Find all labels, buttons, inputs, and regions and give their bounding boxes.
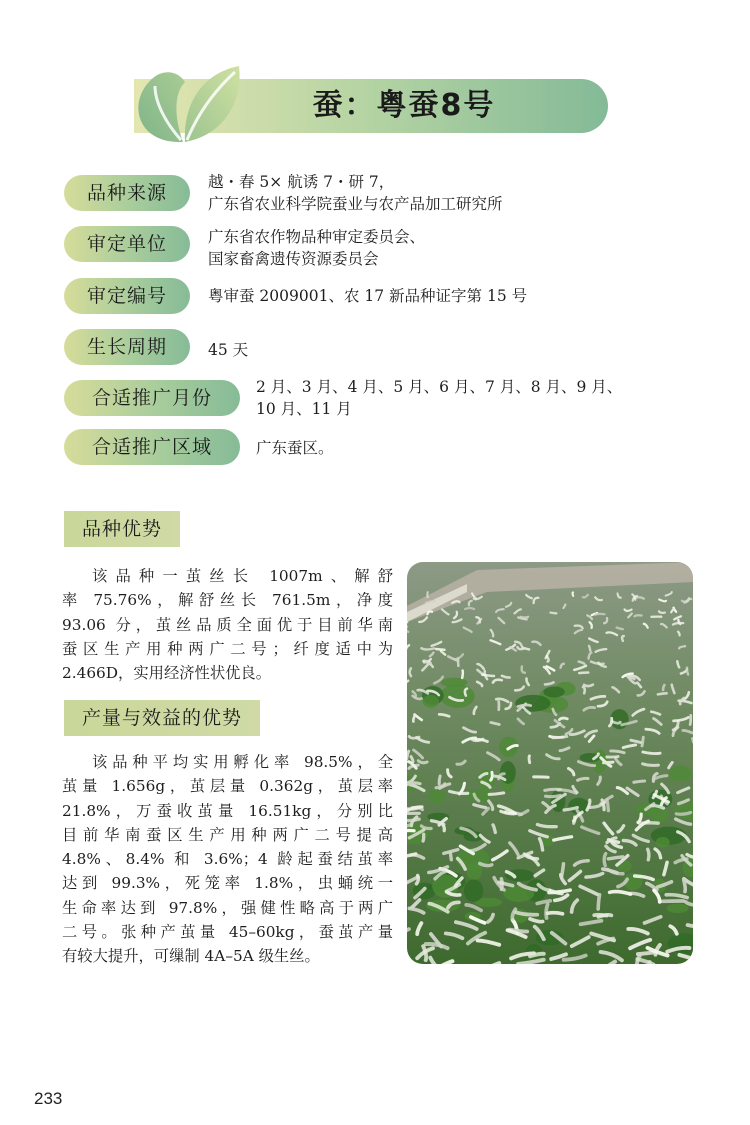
silkworm [427,592,428,597]
paragraph-yield-advantage: 该品种平均实用孵化率 98.5%，全 茧量 1.656g，茧层量 0.362g，茧层率 21.8%，万蚕收茧量 16.51kg，分别比 目前华南蚕区生产用种两广二号提高 4.8%、8.4% 和 3.6%；4 龄起蚕结茧率 达到 99.3%，死笼率 1.8%，虫蛹统一 生命率达到 97.8%，强健性略高于两广 二号。张种产茧量 45–60kg，蚕茧产量 有较大提升，可缫制 4A–5A 级生丝。 [62,753,393,966]
value-approval-unit: 广东省农作物品种审定委员会、 国家畜禽遗传资源委员会 [208,228,426,268]
label-approval-number: 审定编号 [64,278,190,314]
silkworm [608,857,623,859]
silkworm [547,913,562,914]
silkworm [684,880,685,891]
mulberry-leaf [423,695,439,708]
silkworm [482,675,494,676]
value-promotion-region: 广东蚕区。 [256,439,334,457]
silkworm [579,673,588,674]
silkworm [423,834,424,841]
silkworm [690,715,691,724]
silkworm [687,668,688,675]
silkworm [676,813,690,815]
mulberry-leaf [656,837,670,848]
silkworm [480,864,492,866]
silkworm [413,716,414,722]
silkworm [491,772,493,780]
silkworm [595,614,605,615]
label-growth-cycle: 生长周期 [64,329,190,365]
silkworm [643,752,660,754]
silkworm [417,876,419,884]
silkworm [658,693,667,694]
value-growth-cycle: 45 天 [208,341,249,359]
silkworm [607,800,608,810]
silkworm [634,781,645,782]
silkworm [529,756,530,763]
silkworm [638,953,652,955]
mulberry-leaf [440,684,475,708]
silkworm [407,831,414,832]
mulberry-leaf [464,879,483,902]
silkworm [572,592,573,596]
value-variety-source: 越・春 5× 航诱 7・研 7， 广东省农业科学院蚕业与农产品加工研究所 [208,173,503,213]
mulberry-leaf [667,904,689,913]
silkworm [598,895,599,909]
silkworm [642,737,643,746]
mulberry-leaf [428,789,445,803]
value-approval-number: 粤审蚕 2009001、农 17 新品种证字第 15 号 [208,287,528,305]
silkworm [421,648,434,649]
silkworm-photo [407,562,693,964]
label-promotion-months: 合适推广月份 [64,380,240,416]
mulberry-leaf [543,686,564,697]
paragraph-variety-advantage: 该品种一茧丝长 1007m、解舒 率 75.76%，解舒丝长 761.5m，净度 93.06 分，茧丝品质全面优于目前华南 蚕区生产用种两广二号；纤度适中为 2.466D，实用经济性状优良。 [62,567,393,683]
silkworm [635,615,642,616]
silkworm [663,685,664,690]
page-number: 233 [34,1089,63,1108]
silkworm [598,915,611,917]
silkworm [465,608,474,609]
silkworm [436,649,445,650]
silkworm [450,853,451,860]
silkworm [546,904,548,918]
silkworm [545,789,561,790]
silkworm [546,795,561,796]
silkworm [550,613,556,614]
silkworm [408,783,420,785]
silkworm [688,925,693,927]
page-title: 蚕：粤蚕8号 [312,88,496,123]
section-heading-yield-advantage: 产量与效益的优势 [64,700,260,736]
silkworm [553,737,567,738]
silkworm [604,854,606,866]
label-promotion-region: 合适推广区域 [64,429,240,465]
silkworm [410,668,411,676]
value-promotion-months: 2 月、3 月、4 月、5 月、6 月、7 月、8 月、9 月、 10 月、11 月 [256,378,623,418]
silkworm [439,776,440,784]
silkworm [462,671,463,678]
silkworm-photo-drawing [407,562,693,964]
silkworm [589,646,590,651]
silkworm [489,793,504,795]
section-heading-variety-advantage: 品种优势 [64,511,180,547]
label-variety-source: 品种来源 [64,175,190,211]
silkworm [607,757,618,758]
label-approval-unit: 审定单位 [64,226,190,262]
silkworm [584,685,593,687]
mulberry-leaf [441,678,468,687]
mulberry-leaf [669,766,692,782]
silkworm [643,764,659,766]
silkworm [604,762,613,763]
silkworm [648,849,649,860]
silkworm [407,819,419,820]
